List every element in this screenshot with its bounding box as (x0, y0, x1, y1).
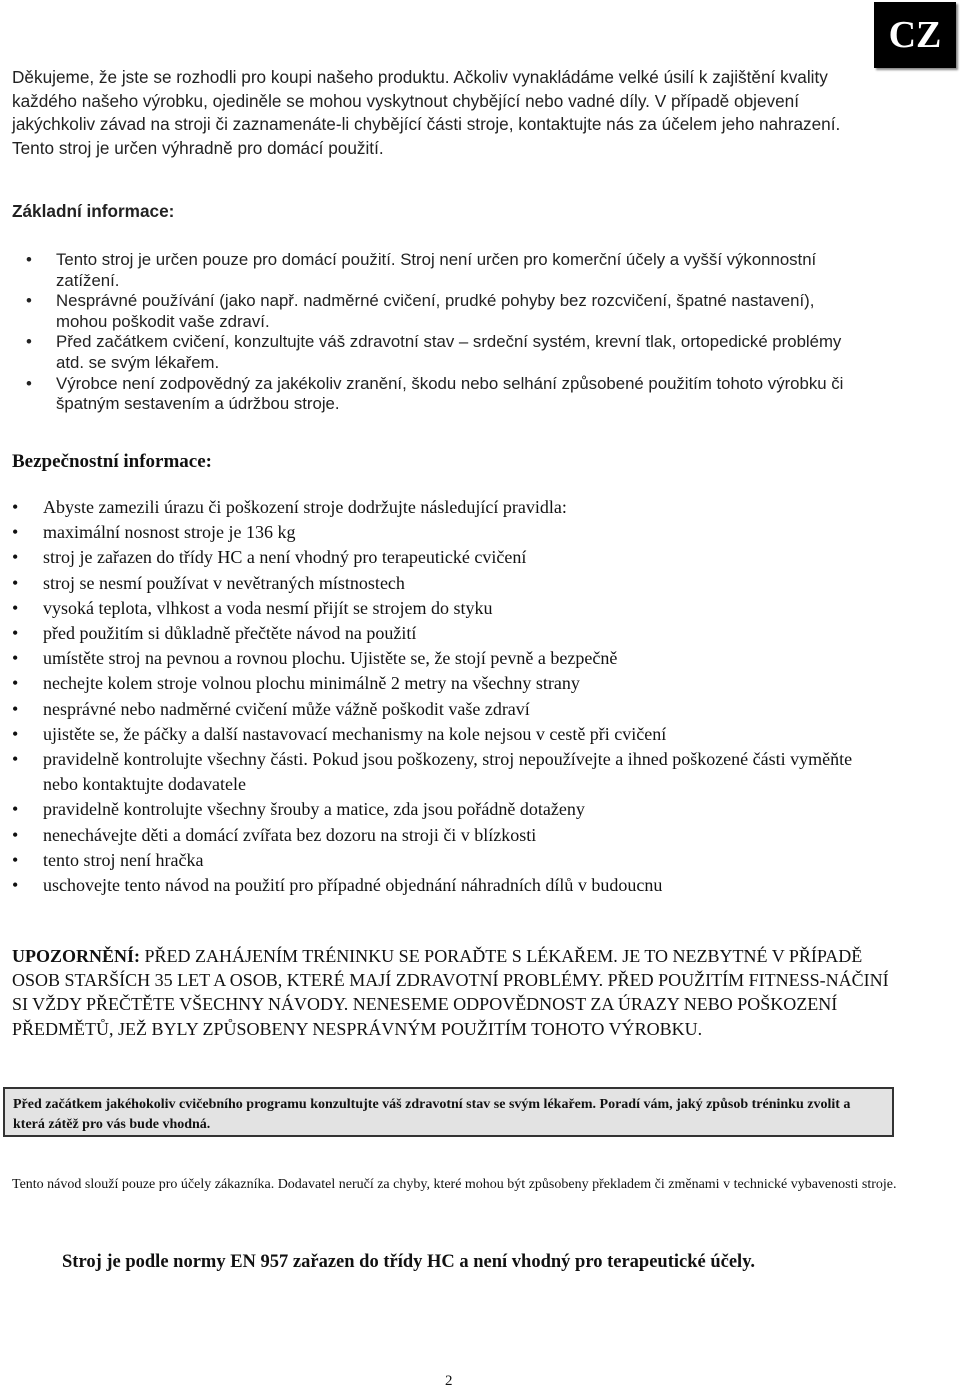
list-item-text: pravidelně kontrolujte všechny části. Pokud jsou poškozeny, stroj nepoužívejte a ihned poškozené části vyměňte nebo kontaktujte dodavatele (43, 749, 853, 795)
basic-info-list (26, 250, 866, 415)
bullet-icon: • (12, 749, 19, 770)
bullet-icon: • (12, 698, 19, 719)
bullet-icon: • (12, 623, 19, 644)
list-item (12, 520, 872, 545)
list-item (12, 823, 872, 848)
list-item-text: Nesprávné používání (jako např. nadměrné cvičení, prudké pohyby bez rozcvičení, špatné nastavení), mohou poškodit vaše zdraví. (56, 291, 815, 331)
bullet-icon: • (12, 723, 19, 744)
bullet-icon: • (12, 497, 19, 517)
safety-info-list (12, 495, 872, 898)
list-item (26, 332, 866, 373)
bullet-icon: • (12, 522, 19, 543)
page-number: 2 (445, 1373, 453, 1389)
list-item (12, 848, 872, 873)
bullet-icon: • (26, 332, 32, 352)
norm-statement: Stroj je podle normy EN 957 zařazen do třídy HC a není vhodný pro terapeutické účely. (62, 1252, 756, 1272)
list-item-text: nechejte kolem stroje volnou plochu minimálně 2 metry na všechny strany (43, 673, 580, 694)
bullet-icon: • (12, 799, 19, 820)
list-item-text: před použitím si důkladně přečtěte návod na použití (43, 623, 417, 644)
list-item-text: tento stroj není hračka (43, 849, 204, 870)
list-item-text: Abyste zamezili úrazu či poškození stroje dodržujte následující pravidla: (43, 497, 567, 517)
bullet-icon: • (26, 291, 32, 311)
bullet-icon: • (12, 547, 19, 568)
list-item-text: pravidelně kontrolujte všechny šrouby a matice, zda jsou pořádně dotaženy (43, 799, 585, 820)
list-item (12, 722, 872, 747)
list-item (12, 495, 872, 520)
bullet-icon: • (12, 849, 19, 870)
list-item (12, 697, 872, 722)
list-item (12, 646, 872, 671)
bullet-icon: • (12, 597, 19, 618)
list-item (12, 571, 872, 596)
list-item-text: Před začátkem cvičení, konzultujte váš zdravotní stav – srdeční systém, krevní tlak, ortopedické problémy atd. se svým lékařem. (56, 332, 842, 372)
intro-paragraph: Děkujeme, že jste se rozhodli pro koupi našeho produktu. Ačkoliv vynakládáme velké úsilí k zajištění kvality každého našeho výrobku, ojediněle se mohou vyskytnout chybějící nebo vadné díly. V případě objevení jakýchkoliv závad na stroji či zaznamenáte-li chybějící části stroje, kontaktujte nás za účelem jeho nahrazení. Tento stroj je určen výhradně pro domácí použití. (12, 67, 841, 158)
bullet-icon: • (12, 648, 19, 669)
list-item-text: stroj se nesmí používat v nevětraných místnostech (43, 572, 405, 593)
list-item-text: ujistěte se, že páčky a další nastavovací mechanismy na kole nejsou v cestě při cvičení (43, 723, 667, 744)
list-item-text: Výrobce není zodpovědný za jakékoliv zranění, škodu nebo selhání způsobené použitím tohoto výrobku či špatným sestavením a údržbou stroje. (56, 373, 844, 414)
list-item-text: maximální nosnost stroje je 136 kg (43, 522, 296, 543)
list-item (12, 797, 872, 822)
list-item-text: stroj je zařazen do třídy HC a není vhodný pro terapeutické cvičení (43, 547, 527, 568)
list-item (26, 250, 866, 291)
bullet-icon: • (26, 250, 32, 269)
list-item-text: nenechávejte děti a domácí zvířata bez dozoru na stroji či v blízkosti (43, 824, 537, 845)
list-item (12, 671, 872, 696)
list-item (12, 747, 872, 797)
bullet-icon: • (12, 572, 19, 593)
warning-label: UPOZORNĚNÍ: (12, 946, 141, 966)
safety-info-heading: Bezpečnostní informace: (12, 451, 212, 472)
bullet-icon: • (12, 875, 19, 896)
list-item-text: nesprávné nebo nadměrné cvičení může vážně poškodit vaše zdraví (43, 698, 530, 719)
language-badge: CZ (874, 2, 956, 68)
bullet-icon: • (12, 824, 19, 845)
list-item-text: Tento stroj je určen pouze pro domácí použití. Stroj není určen pro komerční účely a vyšší výkonnostní zatížení. (56, 250, 817, 290)
list-item (12, 596, 872, 621)
list-item-text: uschovejte tento návod na použití pro případné objednání náhradních dílů v budoucnu (43, 875, 663, 896)
list-item (26, 374, 866, 415)
disclaimer-text: Tento návod slouží pouze pro účely zákazníka. Dodavatel neručí za chyby, které mohou být způsobeny překladem či změnami v technické vybavenosti stroje. (12, 1177, 897, 1192)
list-item (12, 545, 872, 570)
list-item (12, 873, 872, 898)
list-item (26, 291, 866, 332)
notice-box: Před začátkem jakéhokoliv cvičebního programu konzultujte váš zdravotní stav se svým lékařem. Poradí vám, jaký způsob tréninku zvolit a která zátěž pro vás bude vhodná. (3, 1087, 894, 1137)
bullet-icon: • (12, 673, 19, 694)
list-item (12, 621, 872, 646)
list-item-text: umístěte stroj na pevnou a rovnou plochu. Ujistěte se, že stojí pevně a bezpečně (43, 648, 618, 669)
basic-info-heading: Základní informace: (12, 201, 175, 221)
list-item-text: vysoká teplota, vlhkost a voda nesmí přijít se strojem do styku (43, 597, 493, 618)
warning-text: PŘED ZAHÁJENÍM TRÉNINKU SE PORAĎTE S LÉKAŘEM. JE TO NEZBYTNÉ V PŘÍPADĚ OSOB STARŠÍCH 35 LET A OSOB, KTERÉ MAJÍ ZDRAVOTNÍ PROBLÉMY. PŘED POUŽITÍM FITNESS-NÁČINÍ SI VŽDY PŘEČTĚTE VŠECHNY NÁVODY. NENESEME ODPOVĚDNOST ZA ÚRAZY NEBO POŠKOZENÍ PŘEDMĚTŮ, JEŽ BYLY ZPŮSOBENY NESPRÁVNÝM POUŽITÍM TOHOTO VÝROBKU. (12, 946, 889, 1039)
bullet-icon: • (26, 373, 32, 393)
warning-paragraph (12, 944, 897, 1041)
